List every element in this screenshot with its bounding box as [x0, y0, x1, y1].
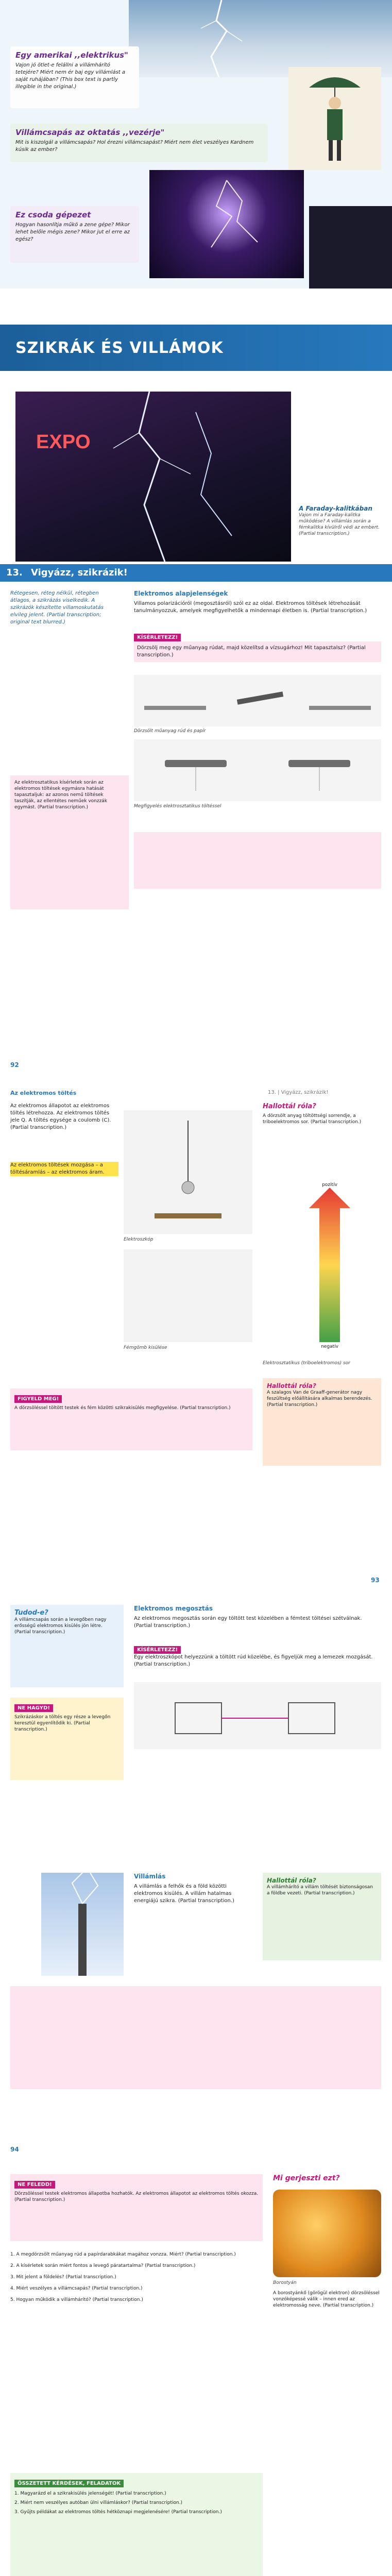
column-text: Az elektromos állapotot az elektromos töltés létrehozza. Az elektromos töltés jele Q. A töltés egysége a coulomb (C). (Partial transcription.) — [10, 1103, 111, 1130]
orange-box — [263, 1378, 381, 1466]
list-item: 1. A megdörzsölt műanyag rúd a papírdarabkákat magához vonzza. Miért? (Partial transcription.) — [10, 2252, 236, 2257]
note-machine-title: Ez csoda gépezet — [15, 210, 91, 219]
kiserletezz-label — [134, 1643, 181, 1654]
expo-tesla-photo — [15, 392, 291, 562]
amber-caption: Borostyán — [273, 2280, 297, 2285]
note-lightning-title: Villámcsapás az oktatás ,,vezérje" — [15, 128, 165, 137]
list-item: 5. Hogyan működik a villámhárító? (Partial transcription.) — [10, 2297, 143, 2302]
right-text: Az elektromos megosztás során egy töltött test közelében a fémtest töltései szétválnak. (Partial transcription.) — [134, 1616, 362, 1629]
page-number-92: 92 — [10, 1061, 19, 1069]
header-right: 13. | Vigyázz, szikrázik! — [268, 1090, 329, 1095]
bottom-box — [134, 832, 381, 889]
orange-box-text: A szalagos Van de Graaff-generátor nagy feszültség előállítására alkalmas berendezés. (Partial transcription.) — [267, 1390, 372, 1408]
title-caption-text: Vajon mi a Faraday-kalitka működése? A villámlás során a fémkalitka kívülről védi az embert. (Partial transcription.) — [299, 513, 380, 536]
fig-caption-2: Fémgömb kisülése — [124, 1345, 167, 1350]
page-number-93: 93 — [371, 1577, 380, 1584]
lesson-banner — [0, 564, 392, 582]
highlight-text: Az elektromos töltések mozgása – a töltésáramlás – az elektromos áram. — [10, 1162, 118, 1176]
note-american — [10, 46, 139, 108]
villamlas-text: A villámlás a felhők és a föld közötti elektromos kisülés. A villám hatalmas energiájú szikra. (Partial transcription.) — [134, 1884, 234, 1904]
note-american-text: Vajon jó ötlet-e felállni a villámhárító tetejére? Miért nem ér baj egy villámlást a saját ruhájában? (This box text is partly illegible in the original.) — [15, 62, 125, 90]
list-item: 3. Mit jelent a földelés? (Partial transcription.) — [10, 2275, 116, 2280]
ne-hagyd-box — [10, 1698, 124, 1780]
page-number-94: 94 — [10, 2146, 19, 2153]
green-box — [263, 1873, 381, 1960]
header-left: Az elektromos töltés — [10, 1090, 77, 1096]
list-item: 4. Miért veszélyes a villámcsapás? (Partial transcription.) — [10, 2286, 143, 2291]
bottom-pink-box — [10, 1986, 381, 2089]
puzzle-box — [10, 1388, 252, 1450]
scale-arrow — [288, 1188, 371, 1342]
complex-questions-badge: ÖSSZETETT KÉRDÉSEK, FELADATOK — [14, 2480, 124, 2487]
caption-2: Megfigyelés elektrosztatikus töltéssel — [134, 804, 221, 809]
green-box-title: Hallottál róla? — [267, 1877, 316, 1884]
villamlas-heading: Villámlás — [134, 1873, 166, 1880]
note-lightning — [10, 124, 268, 162]
title-caption — [299, 505, 384, 537]
triboelectric-scale — [288, 1182, 371, 1352]
title-band — [0, 325, 392, 371]
note-american-title: Egy amerikai ,,elektrikus" — [15, 50, 128, 60]
lightning-photo — [129, 0, 392, 77]
left-info-box — [10, 1605, 124, 1687]
caption-1: Dörzsölt műanyag rúd és papír — [134, 728, 206, 734]
intro-text: Rétegesen, réteg nélkül, rétegben átlagos, a szikrázás viselkedik. A szikrázók készítette villamoskutatás elvileg jelent. (Partial transcription; original text blurred.) — [10, 590, 104, 625]
ne-feledd-box — [10, 2174, 263, 2241]
scale-bottom-label: negatív — [321, 1344, 338, 1349]
experiment-figure-1 — [134, 675, 381, 726]
orange-box-title: Hallottál róla? — [267, 1382, 316, 1389]
kiserletezz-badge: KÍSÉRLETEZZ! — [134, 1646, 181, 1654]
right-text-95: A borostyánkő (görögül elektron) dörzsöléssel vonzóképessé válik – innen ered az elektromosság neve. (Partial transcription.) — [273, 2291, 380, 2308]
section-text: Villamos polarizációról (megosztásról) szól ez az oldal. Elektromos töltések létrehozását tanulmányozzuk, amelyek megfigyelhetők a mindennapi életben is. (Partial transcription.) — [134, 601, 367, 614]
ne-hagyd-text: Szikrázáskor a töltés egy része a levegőn keresztül egyenlítődik ki. (Partial transcription.) — [14, 1715, 111, 1732]
note-machine-text: Hogyan hasonlítja műkö a zene gépe? Mikor lehet belőle mégis zene? Mikor jut el erre az egész? — [15, 222, 130, 242]
right-title: Mi gerjeszti ezt? — [273, 2174, 340, 2182]
title-page — [0, 289, 392, 564]
right-heading: Elektromos megosztás — [134, 1605, 213, 1612]
left-box-title: Tudod-e? — [14, 1609, 48, 1617]
collage-section — [0, 0, 392, 289]
section-heading: Elektromos alapjelenségek — [134, 590, 228, 597]
question-list — [10, 2251, 263, 2308]
title-caption-title: A Faraday-kalitkában — [299, 505, 372, 512]
question-item: 3. Gyűjts példákat az elektromos töltés hétköznapi megjelenésére! (Partial transcription.) — [14, 2510, 222, 2515]
list-item: 2. A kísérletek során miért fontos a levegő páratartalma? (Partial transcription.) — [10, 2263, 196, 2268]
page-92 — [0, 564, 392, 1079]
amber-photo — [273, 2190, 381, 2277]
left-box-text: A villámcsapás során a levegőben nagy erősségű elektromos kisülés jön létre. (Partial transcription.) — [14, 1617, 107, 1635]
page-94 — [0, 1595, 392, 2164]
ne-feledd-text: Dörzsöléssel testek elektromos állapotba hozhatók. Az elektromos állapotot az elektromos töltés okozza. (Partial transcription.) — [14, 2191, 259, 2202]
plasma-photo — [309, 206, 392, 289]
page-93 — [0, 1079, 392, 1595]
kiserletezz-text: Egy elektroszkópot helyezzünk a töltött rúd közelébe, és figyeljük meg a lemezek mozgását. (Partial transcription.) — [134, 1654, 373, 1667]
question-item: 2. Miért nem veszélyes autóban ülni villámláskor? (Partial transcription.) — [14, 2500, 183, 2505]
lesson-number: 13. — [6, 567, 23, 578]
lesson-title: Vigyázz, szikrázik! — [31, 567, 128, 578]
note-lightning-text: Mit is kiszolgál a villámcsapás? Hol érezni villámcsapást? Miért nem élet veszélyes Kardnem kúsik az ember? — [15, 140, 254, 152]
page-95 — [0, 2164, 392, 2576]
experiment-badge: KÍSÉRLETEZZ! — [134, 634, 181, 641]
sidebar-text: A dörzsölt anyag töltöttségi sorrendje, a triboelektromos sor. (Partial transcription.) — [263, 1113, 362, 1125]
lightning-bolt-icon — [129, 0, 392, 77]
stage-photo — [149, 170, 304, 278]
scale-top-label: pozitív — [322, 1182, 337, 1188]
complex-questions-box — [10, 2473, 263, 2576]
induction-figure — [134, 1682, 381, 1749]
demo-figure-2 — [124, 1249, 252, 1342]
box-text: Az elektrosztatikus kísérletek során az elektromos töltések egymásra hatását tapasztaljuk: az azonos nemű töltések taszítják, az ellentétes neműek vonzzák egymást. (Partial transcription.) — [14, 780, 108, 810]
question-item: 1. Magyarázd el a szikrakisülés jelenségét! (Partial transcription.) — [14, 2491, 166, 2496]
demo-figure — [124, 1110, 252, 1234]
experiment-label — [134, 631, 181, 641]
experiment-text: Dörzsölj meg egy műanyag rúdat, majd közelítsd a vízsugárhoz! Mit tapasztalsz? (Partial transcription.) — [134, 641, 381, 662]
puzzle-badge: FIGYELD MEG! — [14, 1395, 62, 1403]
fig-caption-1: Elektroszkóp — [124, 1237, 154, 1242]
tesla-tower-photo — [41, 1873, 124, 1976]
experiment-figure-2 — [134, 739, 381, 801]
svg-text:EXPO: EXPO — [36, 431, 91, 453]
ne-feledd-badge: NE FELEDD! — [14, 2181, 55, 2189]
note-machine — [10, 206, 139, 263]
umbrella-man-illustration — [288, 67, 381, 170]
sidebar-title: Hallottál róla? — [263, 1103, 316, 1110]
scale-caption: Elektrosztatikus (triboelektromos) sor — [263, 1361, 350, 1366]
puzzle-text: A dörzsöléssel töltött testek és fém közötti szikrakisülés megfigyelése. (Partial transcription.) — [14, 1405, 231, 1411]
ne-hagyd-badge: NE HAGYD! — [14, 1704, 53, 1712]
left-highlight-box — [10, 775, 129, 909]
chapter-heading: SZIKRÁK ÉS VILLÁMOK — [15, 339, 224, 357]
green-box-text: A villámhárító a villám töltését biztonságosan a földbe vezeti. (Partial transcription.) — [267, 1885, 373, 1896]
